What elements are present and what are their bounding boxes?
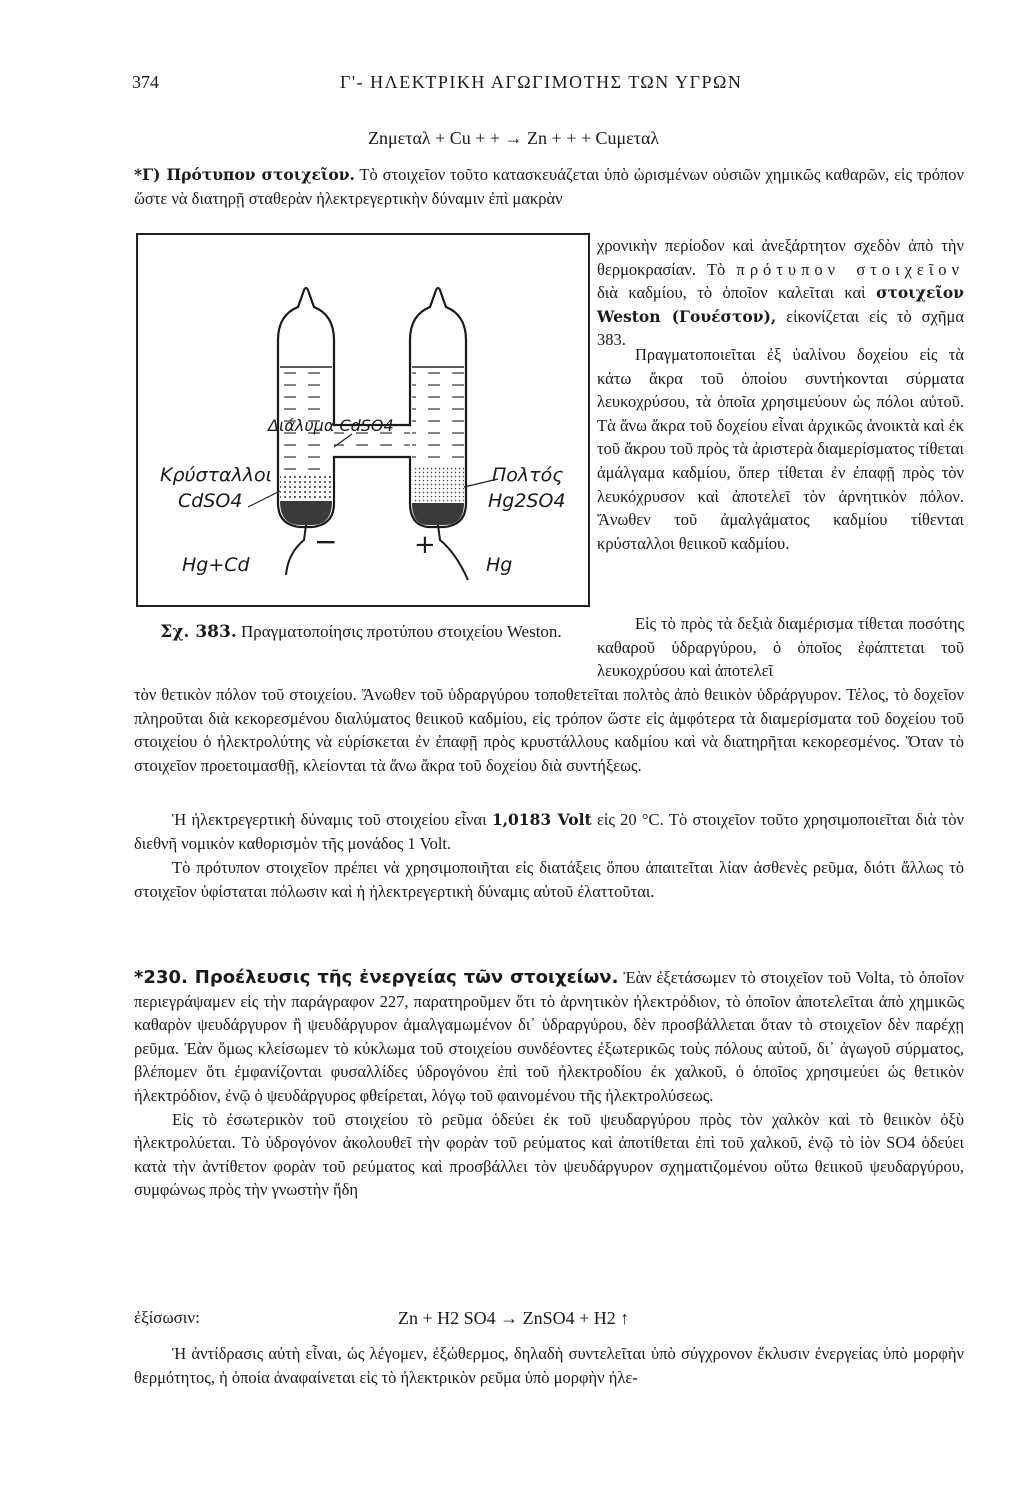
section-230-para1: Ἐὰν ἐξετάσωμεν τὸ στοιχεῖον τοῦ Volta, τὸ ὁποῖον περιεγράψαμεν εἰς τὴν παράγραφον 227, παρατηροῦμεν ὅτι τὸ ἀρνητικὸν ἠλεκτρόδιον, τὸ ὁποῖον ἀποτελεῖται ἀπὸ χημικῶς καθαρὸν ψευδάργυρον ἢ ψευδάργυρον ἀμαλγαμωμένον δι᾽ ὑδραργύρου, δὲν προσβάλλεται ὅταν τὸ στοιχεῖον δὲν παρέχῃ ρεῦμα. Ἐὰν ὅμως κλείσωμεν τὸ κύκλωμα τοῦ στοιχείου συνδέοντες ἐξωτερικῶς τοὺς πόλους αὐτοῦ, δι᾽ ἀγωγοῦ σύρματος, βλέπομεν ὅτι ἐμφανίζονται φυσαλλίδες ὑδρογόνου ἐπὶ τοῦ ἠλεκτροδίου ἐκ χαλκοῦ, ὁ ὁποῖος χρησιμεύει ὡς θετικὸν ἠλεκτρόδιον, ἐνῷ ὁ ψευδάργυρος φθείρεται, λόγῳ τοῦ φαινομένου τῆς ἠλεκτρολύσεως. [134, 968, 964, 1105]
label-crystals-2: CdSO4 [178, 490, 243, 512]
mercury [412, 503, 464, 525]
intro-text: Τὸ στοιχεῖον τοῦτο κατασκευάζεται ὑπὸ ὡρισμένων οὐσιῶν χημικῶς καθαρῶν, εἰς τρόπον ὥστε νὰ διατηρῇ σταθερὰν ἠλεκτρεγερτικὴν δύναμιν ἐπὶ μακρὰν [134, 165, 965, 208]
reaction-equation: Zn + H2 SO4 → ZnSO4 + H2 ↑ [398, 1308, 630, 1328]
figure-caption [136, 620, 586, 644]
wrap-text-3: εἰκονίζεται εἰς τὸ σχῆμα 383. [597, 306, 964, 350]
wrap-text-2: διὰ καδμίου, τὸ ὁποῖον καλεῖται καὶ [597, 283, 866, 303]
label-solution: Διάλυμα CdSO4 [268, 416, 394, 435]
emf-text-a: Ἡ ἠλεκτρεγερτικὴ δύναμις τοῦ στοιχείου εἶναι [172, 810, 487, 829]
emf-text-b: εἰς 20 °C. Τὸ στοιχεῖον τοῦτο χρησιμοποιεῖται διὰ τὸν διεθνῆ νομικὸν καθορισμὸν τῆς μονάδος 1 Volt. [134, 810, 965, 853]
section-230 [134, 966, 964, 1202]
minus-sign: − [314, 525, 338, 558]
wrap-column-3: Εἰς τὸ πρὸς τὰ δεξιὰ διαμέρισμα τίθεται ποσότης καθαροῦ ὑδραργύρου, ὁ ὁποῖος ἐφάπτεται τοῦ λευκοχρύσου καὶ ἀποτελεῖ [597, 614, 964, 681]
wrap-column-1 [597, 234, 964, 352]
right-wire [438, 525, 468, 580]
page-number: 374 [132, 72, 159, 92]
right-solution [412, 367, 464, 467]
wrap-column-2: Πραγματοποιεῖται ἐξ ὑαλίνου δοχείου εἰς τὰ κάτω ἄκρα τοῦ ὁποίου συντήκονται σύρματα λευκοχρύσου, τὰ ὁποῖα χρησιμεύουν ὡς πόλοι αὐτοῦ. Τὰ ἄνω ἄκρα τοῦ δοχείου εἶναι ἀρχικῶς ἀνοικτὰ καὶ ἐκ τοῦ ἄκρου τοῦ πρὸς τὰ ἀριστερὰ διαμερίσματος τίθεται ἀμάλγαμα καδμίου, ὅπερ τίθεται ἐν ἐπαφῇ πρὸς τὸν λευκόχρυσον καὶ ἀποτελεῖ τὸν ἀρνητικὸν πόλον. Ἄνωθεν τοῦ ἀμαλγάματος καδμίου τίθενται κρύσταλλοι θειικοῦ καδμίου. [597, 345, 964, 553]
cdso4-crystals [280, 475, 332, 501]
label-crystals-1: Κρύσταλλοι [160, 464, 273, 486]
spaced-term: πρότυπον στοιχεῖον [736, 259, 965, 279]
weston-cell-diagram [138, 235, 588, 605]
top-equation: Znμεταλ + Cu + + → Zn + + + Cuμεταλ [368, 128, 660, 148]
label-paste-1: Πολτός [492, 464, 564, 486]
section-heading-standard-cell: *Γ) Πρότυπον στοιχεῖον. [134, 165, 355, 184]
cd-amalgam [280, 501, 332, 525]
label-left-pole: Hg+Cd [182, 554, 250, 576]
section-230-title: *230. Προέλευσις τῆς ἐνεργείας τῶν στοιχείων. [134, 967, 619, 988]
plus-sign: + [414, 530, 436, 560]
weston-name: στοιχεῖον Weston (Γουέστον), [597, 283, 964, 326]
emf-paragraph [134, 808, 964, 855]
caption-number: Σχ. 383. [160, 622, 237, 642]
standard-cell-intro [134, 163, 964, 210]
label-right-pole: Hg [486, 554, 513, 576]
caption-text: Πραγματοποίησις προτύπου στοιχείου Weston. [241, 622, 562, 641]
section-230-para2: Εἰς τὸ ἐσωτερικὸν τοῦ στοιχείου τὸ ρεῦμα ὁδεύει ἐκ τοῦ ψευδαργύρου πρὸς τὸν χαλκὸν καὶ τὸ θειικὸν ὀξὺ ἠλεκτρολύεται. Τὸ ὑδρογόνον ἀκολουθεῖ τὴν φορὰν τοῦ ρεύματος καὶ ἀποτίθεται ἐπὶ τοῦ χαλκοῦ, ἐνῷ τὸ ἰὸν SO4 ὁδεύει κατὰ τὴν ἀντίθετον φορὰν τοῦ ρεύματος καὶ προσβάλλει τὸν ψευδάργυρον σχηματιζομένου οὕτω θειικοῦ ψευδαργύρου, συμφώνως πρὸς τὴν γνωστὴν ἤδη [134, 1109, 964, 1200]
hg2so4-paste [412, 467, 464, 503]
running-head: Γ'- ΗΛΕΚΤΡΙΚΗ ΑΓΩΓΙΜΟΤΗΣ ΤΩΝ ΥΓΡΩΝ [340, 72, 743, 92]
emf-value: 1,0183 Volt [491, 810, 592, 829]
wrap-text-1: χρονικὴν περίοδον καὶ ἀνεξάρτητον σχεδὸν ἀπὸ τὴν θερμοκρασίαν. Τὸ [597, 236, 964, 279]
label-paste-2: Hg2SO4 [488, 490, 566, 512]
usage-paragraph: Τὸ πρότυπον στοιχεῖον πρέπει νὰ χρησιμοποιῆται εἰς διατάξεις ὅπου ἀπαιτεῖται λίαν ἀσθενὲς ρεῦμα, διότι ἄλλως τὸ στοιχεῖον ὑφίσταται πόλωσιν καὶ ἡ ἠλεκτρεγερτικὴ δύναμις αὐτοῦ ἐλαττοῦται. [134, 858, 964, 901]
weston-cell-figure [136, 233, 590, 607]
standard-cell-continuation: τὸν θετικὸν πόλον τοῦ στοιχείου. Ἄνωθεν τοῦ ὑδραργύρου τοποθετεῖται πολτὸς ἀπὸ θειικὸν ὑδράργυρον. Τέλος, τὸ δοχεῖον πληροῦται διὰ κεκορεσμένου διαλύματος θειικοῦ καδμίου, εἰς τρόπον ὥστε εἰς ἀμφότερα τὰ διαμερίσματα τοῦ δοχείου τοῦ στοιχείου ὁ ἠλεκτρολύτης νὰ εὑρίσκεται ἐν ἐπαφῇ πρὸς κρυστάλλους καδμίου καὶ νὰ διατηρῆται κεκορεσμένος. Ὅταν τὸ στοιχεῖον προετοιμασθῇ, κλείονται τὰ ἄνω ἄκρα τοῦ δοχείου διὰ συντήξεως. [134, 685, 964, 775]
left-wire [286, 525, 306, 575]
equation-label: ἐξίσωσιν: [134, 1308, 200, 1327]
section-230-para3: Ἡ ἀντίδρασις αὐτὴ εἶναι, ὡς λέγομεν, ἐξώθερμος, δηλαδὴ συντελεῖται ὑπὸ σύγχρονον ἔκλυσιν ἐνεργείας ὑπὸ μορφὴν θερμότητος, ἡ ὁποία ἀναφαίνεται εἰς τὸ ἠλεκτρικὸν ρεῦμα ὑπὸ μορφὴν ἠλε- [134, 1344, 964, 1387]
